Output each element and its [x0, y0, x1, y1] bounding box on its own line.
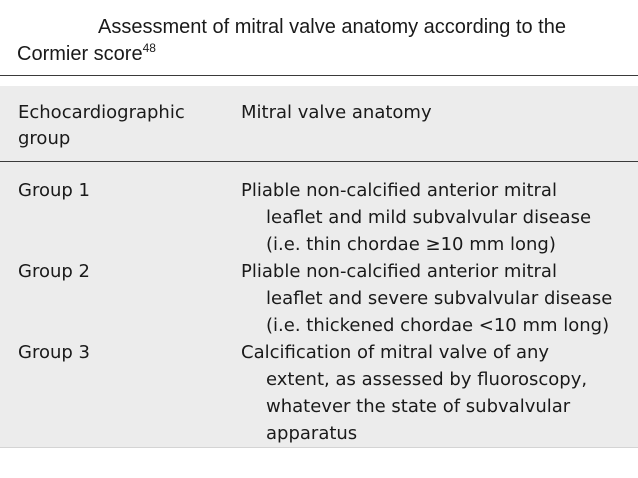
anatomy-description	[241, 339, 587, 447]
header-divider	[0, 161, 638, 162]
group-label: Group 1	[18, 180, 90, 201]
caption-reference: 48	[142, 41, 156, 55]
group-label: Group 2	[18, 261, 90, 282]
description-line: Pliable non-calcified anterior mitral	[241, 261, 557, 282]
caption-divider	[0, 75, 638, 76]
description-line: extent, as assessed by fluoroscopy,	[266, 369, 588, 390]
header-mitral-valve-anatomy: Mitral valve anatomy	[241, 102, 432, 123]
header-group-line-2: group	[18, 128, 71, 149]
caption-line-2	[0, 41, 638, 68]
table-caption	[0, 14, 638, 68]
description-line: apparatus	[266, 423, 358, 444]
cormier-score-table	[0, 86, 638, 448]
description-line: leaflet and severe subvalvular disease	[266, 288, 613, 309]
description-line: whatever the state of subvalvular	[266, 396, 571, 417]
anatomy-description	[241, 258, 612, 339]
caption-score-name: Cormier score	[17, 43, 143, 65]
caption-line-1: Assessment of mitral valve anatomy according to the	[98, 16, 566, 38]
description-line: leaflet and mild subvalvular disease	[266, 207, 592, 228]
description-line: Pliable non-calcified anterior mitral	[241, 180, 557, 201]
table-bottom-divider	[0, 447, 638, 448]
header-group-line-1: Echocardiographic	[18, 102, 185, 123]
description-line: (i.e. thickened chordae <10 mm long)	[266, 315, 610, 336]
anatomy-description	[241, 177, 591, 258]
header-echocardiographic-group	[18, 100, 218, 152]
description-line: (i.e. thin chordae ≥10 mm long)	[266, 234, 556, 255]
description-line: Calcification of mitral valve of any	[241, 342, 550, 363]
group-label: Group 3	[18, 342, 90, 363]
